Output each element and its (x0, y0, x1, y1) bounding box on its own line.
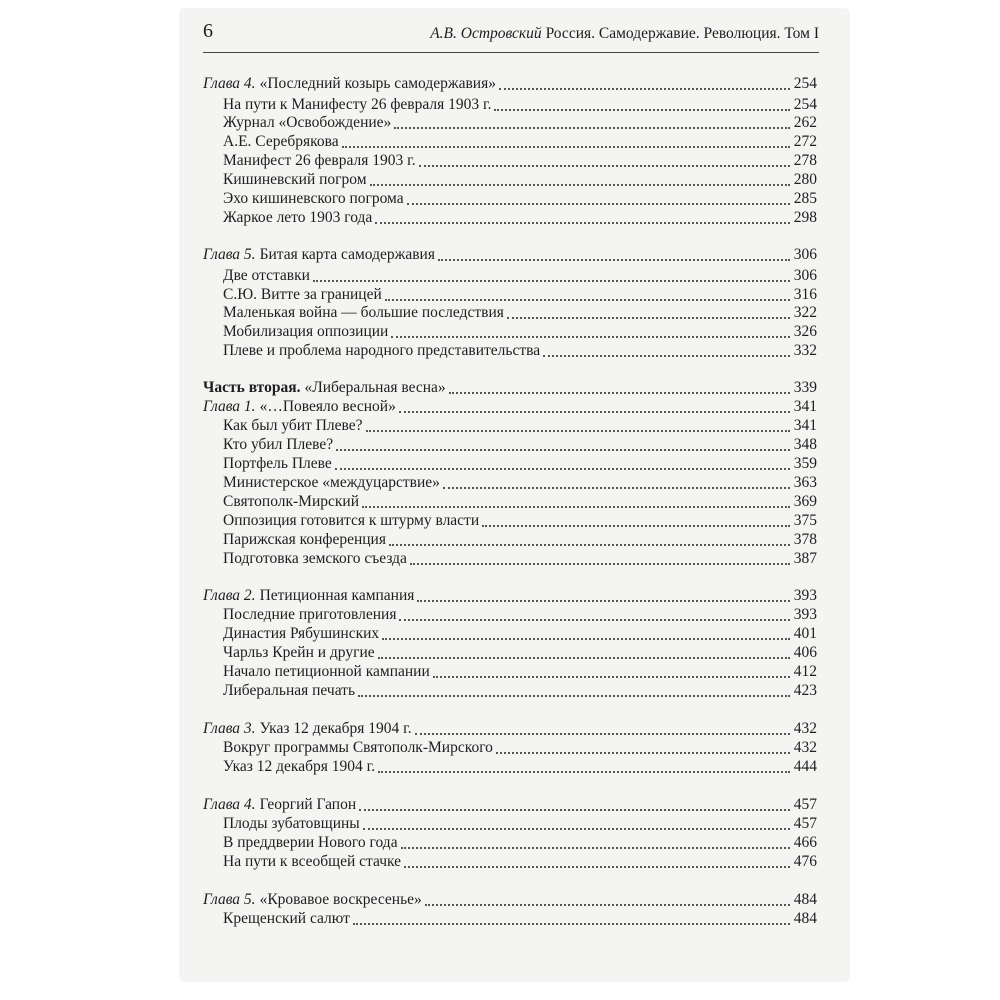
toc-page-number: 341 (793, 398, 817, 415)
toc-entry-title: Указ 12 декабря 1904 г. (259, 720, 412, 737)
dot-leader (417, 600, 790, 602)
toc-entry-title: Кишиневский погром (223, 171, 367, 188)
toc-entry-title: Журнал «Освобождение» (223, 114, 392, 131)
toc-page-number: 432 (793, 739, 817, 756)
toc-section-entry (223, 681, 817, 701)
toc-section-entry (223, 170, 817, 190)
toc-entry-title: «Либеральная весна» (304, 379, 446, 396)
toc-page-number: 387 (793, 550, 817, 567)
toc-entry-title: Парижская конференция (223, 531, 386, 548)
toc-page-number: 393 (793, 587, 817, 604)
dot-leader (404, 866, 790, 868)
toc-entry-title: На пути к Манифесту 26 февраля 1903 г. (223, 96, 492, 113)
toc-section-entry (223, 285, 817, 305)
toc-section-entry (223, 662, 817, 682)
toc-section-entry (223, 416, 817, 436)
dot-leader (419, 165, 790, 167)
toc-section-entry (223, 322, 817, 342)
toc-entry-label: Глава 5. (203, 246, 256, 263)
toc-section-entry (223, 624, 817, 644)
toc-section-entry (223, 605, 817, 625)
toc-entry-label: Глава 4. (203, 75, 256, 92)
toc-page-number: 476 (793, 853, 817, 870)
toc-entry-title: Портфель Плеве (223, 455, 332, 472)
toc-page-number: 423 (793, 682, 817, 699)
toc-chapter-entry (203, 719, 817, 739)
toc-section-entry (223, 341, 817, 361)
toc-entry-label: Часть вторая. (203, 379, 301, 396)
dot-leader (363, 828, 790, 830)
dot-leader (543, 355, 790, 357)
toc-page-number: 332 (793, 342, 817, 359)
toc-chapter-entry (203, 890, 817, 910)
toc-entry-title: Династия Рябушинских (223, 625, 380, 642)
toc-page-number: 278 (793, 152, 817, 169)
toc-section-entry (223, 303, 817, 323)
dot-leader (366, 430, 791, 432)
book-title: Россия. Самодержавие. Революция. Том I (545, 25, 819, 42)
toc-entry-title: Подготовка земского съезда (223, 550, 407, 567)
dot-leader (499, 88, 790, 90)
toc-page-number: 306 (793, 267, 817, 284)
toc-chapter-entry (203, 245, 817, 265)
toc-entry-title: Чарльз Крейн и другие (223, 644, 375, 661)
toc-page-number: 375 (793, 512, 817, 529)
toc-section-entry (223, 208, 817, 228)
toc-entry-title: Георгий Гапон (259, 796, 357, 813)
toc-entry-title: С.Ю. Витте за границей (223, 286, 382, 303)
author-name: А.В. Островский (430, 25, 542, 42)
toc-page-number: 316 (793, 286, 817, 303)
toc-entry-title: Битая карта самодержавия (259, 246, 435, 263)
dot-leader (496, 752, 790, 754)
toc-entry-title: А.Е. Серебрякова (223, 133, 339, 150)
toc-page-number: 306 (793, 246, 817, 263)
toc-page-number: 484 (793, 910, 817, 927)
toc-page-number: 298 (793, 209, 817, 226)
dot-leader (335, 468, 790, 470)
toc-entry-title: В преддверии Нового года (223, 834, 398, 851)
dot-leader (407, 203, 790, 205)
toc-section-entry (223, 833, 817, 853)
toc-entry-title: Эхо кишиневского погрома (223, 190, 404, 207)
toc-section-entry (223, 738, 817, 758)
toc-section-entry (223, 266, 817, 286)
toc-section-entry (223, 95, 817, 115)
toc-page-number: 466 (793, 834, 817, 851)
toc-page-number: 432 (793, 720, 817, 737)
toc-page-number: 457 (793, 796, 817, 813)
toc-section-entry (223, 435, 817, 455)
dot-leader (391, 336, 790, 338)
toc-section-entry (223, 511, 817, 531)
dot-leader (482, 525, 790, 527)
toc-chapter-entry (203, 378, 817, 398)
toc-section-entry (223, 151, 817, 171)
toc-page-number: 412 (793, 663, 817, 680)
dot-leader (415, 733, 790, 735)
dot-leader (358, 695, 790, 697)
toc-section-entry (223, 454, 817, 474)
toc-entry-title: «Последний козырь самодержавия» (259, 75, 496, 92)
toc-entry-title: Вокруг программы Святополк-Мирского (223, 739, 493, 756)
dot-leader (378, 771, 790, 773)
toc-entry-title: «…Повеяло весной» (259, 398, 396, 415)
toc-chapter-entry (203, 74, 817, 94)
toc-section-entry (223, 549, 817, 569)
toc-entry-title: Петиционная кампания (259, 587, 415, 604)
toc-section-entry (223, 492, 817, 512)
toc-entry-title: Оппозиция готовится к штурму власти (223, 512, 480, 529)
toc-entry-title: Маленькая война — большие последствия (223, 304, 504, 321)
toc-entry-title: Указ 12 декабря 1904 г. (223, 758, 376, 775)
toc-section-entry (223, 113, 817, 133)
toc-section-entry (223, 189, 817, 209)
dot-leader (362, 506, 790, 508)
toc-section-entry (223, 909, 817, 929)
toc-entry-label: Глава 4. (203, 796, 256, 813)
toc-chapter-entry (203, 397, 817, 417)
toc-entry-title: Министерское «междуцарствие» (223, 474, 440, 491)
dot-leader (342, 146, 790, 148)
toc-entry-label: Глава 5. (203, 891, 256, 908)
dot-leader (399, 411, 790, 413)
dot-leader (382, 638, 790, 640)
toc-section-entry (223, 757, 817, 777)
toc-entry-title: Жаркое лето 1903 года (223, 209, 373, 226)
toc-page-number: 326 (793, 323, 817, 340)
dot-leader (425, 904, 790, 906)
dot-leader (313, 280, 790, 282)
toc-entry-title: Последние приготовления (223, 606, 397, 623)
toc-section-entry (223, 530, 817, 550)
toc-page-number: 393 (793, 606, 817, 623)
toc-entry-title: Крещенский салют (223, 910, 350, 927)
dot-leader (359, 809, 790, 811)
toc-section-entry (223, 852, 817, 872)
dot-leader (507, 317, 790, 319)
toc-page-number: 359 (793, 455, 817, 472)
dot-leader (353, 923, 790, 925)
toc-chapter-entry (203, 795, 817, 815)
dot-leader (438, 259, 790, 261)
toc-page-number: 444 (793, 758, 817, 775)
toc-entry-title: Мобилизация оппозиции (223, 323, 389, 340)
toc-page-number: 457 (793, 815, 817, 832)
toc-entry-title: Плоды зубатовщины (223, 815, 360, 832)
dot-leader (378, 657, 790, 659)
toc-entry-title: Святополк-Мирский (223, 493, 359, 510)
dot-leader (401, 847, 790, 849)
dot-leader (385, 299, 790, 301)
toc-page-number: 339 (793, 379, 817, 396)
toc-page-number: 254 (793, 96, 817, 113)
toc-page-number: 369 (793, 493, 817, 510)
toc-page-number: 484 (793, 891, 817, 908)
toc-page-number: 348 (793, 436, 817, 453)
toc-page-number: 254 (793, 75, 817, 92)
toc-entry-title: «Кровавое воскресенье» (259, 891, 422, 908)
dot-leader (410, 563, 790, 565)
toc-section-entry (223, 814, 817, 834)
page-number: 6 (203, 20, 213, 42)
dot-leader (370, 184, 790, 186)
toc-entry-title: Кто убил Плеве? (223, 436, 334, 453)
dot-leader (443, 487, 790, 489)
toc-page-number: 322 (793, 304, 817, 321)
toc-entry-label: Глава 1. (203, 398, 256, 415)
toc-page-number: 262 (793, 114, 817, 131)
dot-leader (375, 222, 790, 224)
toc-chapter-entry (203, 586, 817, 606)
toc-entry-title: Манифест 26 февраля 1903 г. (223, 152, 416, 169)
toc-entry-title: Либеральная печать (223, 682, 356, 699)
toc-page-number: 272 (793, 133, 817, 150)
toc-entry-label: Глава 3. (203, 720, 256, 737)
toc-page-number: 378 (793, 531, 817, 548)
toc-section-entry (223, 643, 817, 663)
toc-section-entry (223, 473, 817, 493)
toc-entry-title: Как был убит Плеве? (223, 417, 363, 434)
dot-leader (394, 127, 790, 129)
dot-leader (336, 449, 790, 451)
toc-entry-label: Глава 2. (203, 587, 256, 604)
dot-leader (449, 392, 790, 394)
toc-page-number: 363 (793, 474, 817, 491)
toc-entry-title: На пути к всеобщей стачке (223, 853, 402, 870)
toc-entry-title: Две отставки (223, 267, 310, 284)
dot-leader (389, 544, 790, 546)
toc-page-number: 285 (793, 190, 817, 207)
toc-section-entry (223, 132, 817, 152)
toc-page-number: 341 (793, 417, 817, 434)
dot-leader (433, 676, 790, 678)
toc-entry-title: Плеве и проблема народного представительства (223, 342, 541, 359)
toc-page-number: 280 (793, 171, 817, 188)
toc-page-number: 406 (793, 644, 817, 661)
dot-leader (494, 109, 790, 111)
toc-page-number: 401 (793, 625, 817, 642)
toc-entry-title: Начало петиционной кампании (223, 663, 430, 680)
dot-leader (399, 619, 790, 621)
